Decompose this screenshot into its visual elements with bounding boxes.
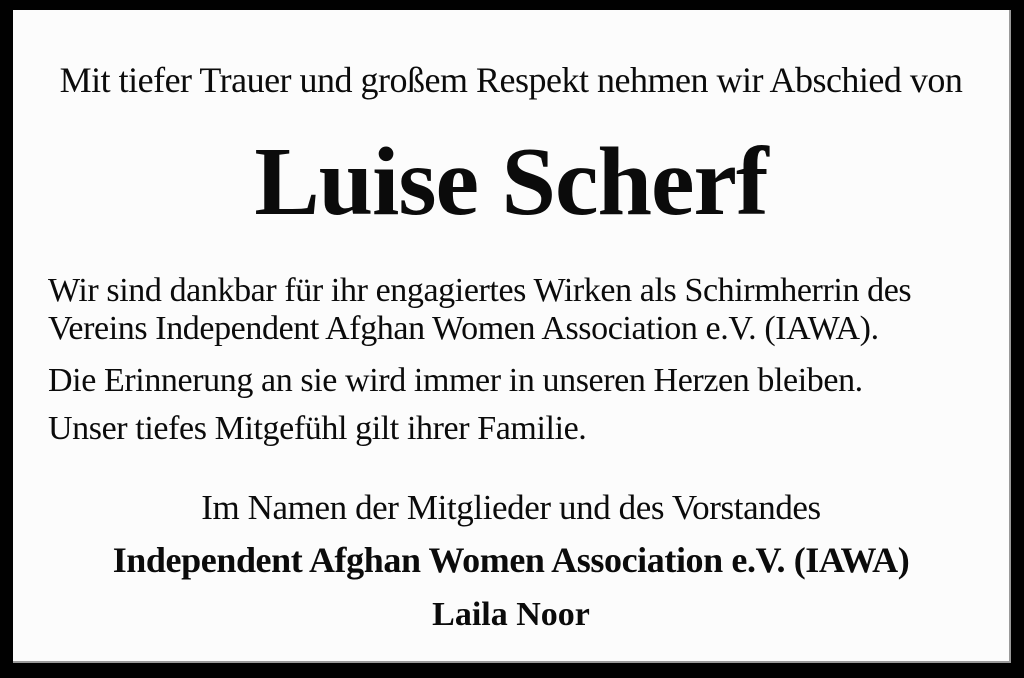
closing-organization-line: Independent Afghan Women Association e.V. (IAWA) xyxy=(112,540,910,580)
closing-signatory-name: Laila Noor xyxy=(432,596,590,633)
deceased-name: Luise Scherf xyxy=(254,128,768,236)
body-paragraph-remembrance: Die Erinnerung an sie wird immer in unseren Herzen bleiben. xyxy=(48,362,863,399)
body-paragraph-condolence: Unser tiefes Mitgefühl gilt ihrer Familie. xyxy=(48,410,587,447)
obituary-notice-page xyxy=(13,10,1011,663)
closing-on-behalf-line: Im Namen der Mitglieder und des Vorstandes xyxy=(201,488,821,527)
body-paragraph-gratitude xyxy=(48,272,995,348)
opening-line: Mit tiefer Trauer und großem Respekt nehmen wir Abschied von xyxy=(59,60,963,100)
body-line: Vereins Independent Afghan Women Association e.V. (IAWA). xyxy=(48,310,879,347)
body-line: Wir sind dankbar für ihr engagiertes Wirken als Schirmherrin des xyxy=(48,272,912,309)
